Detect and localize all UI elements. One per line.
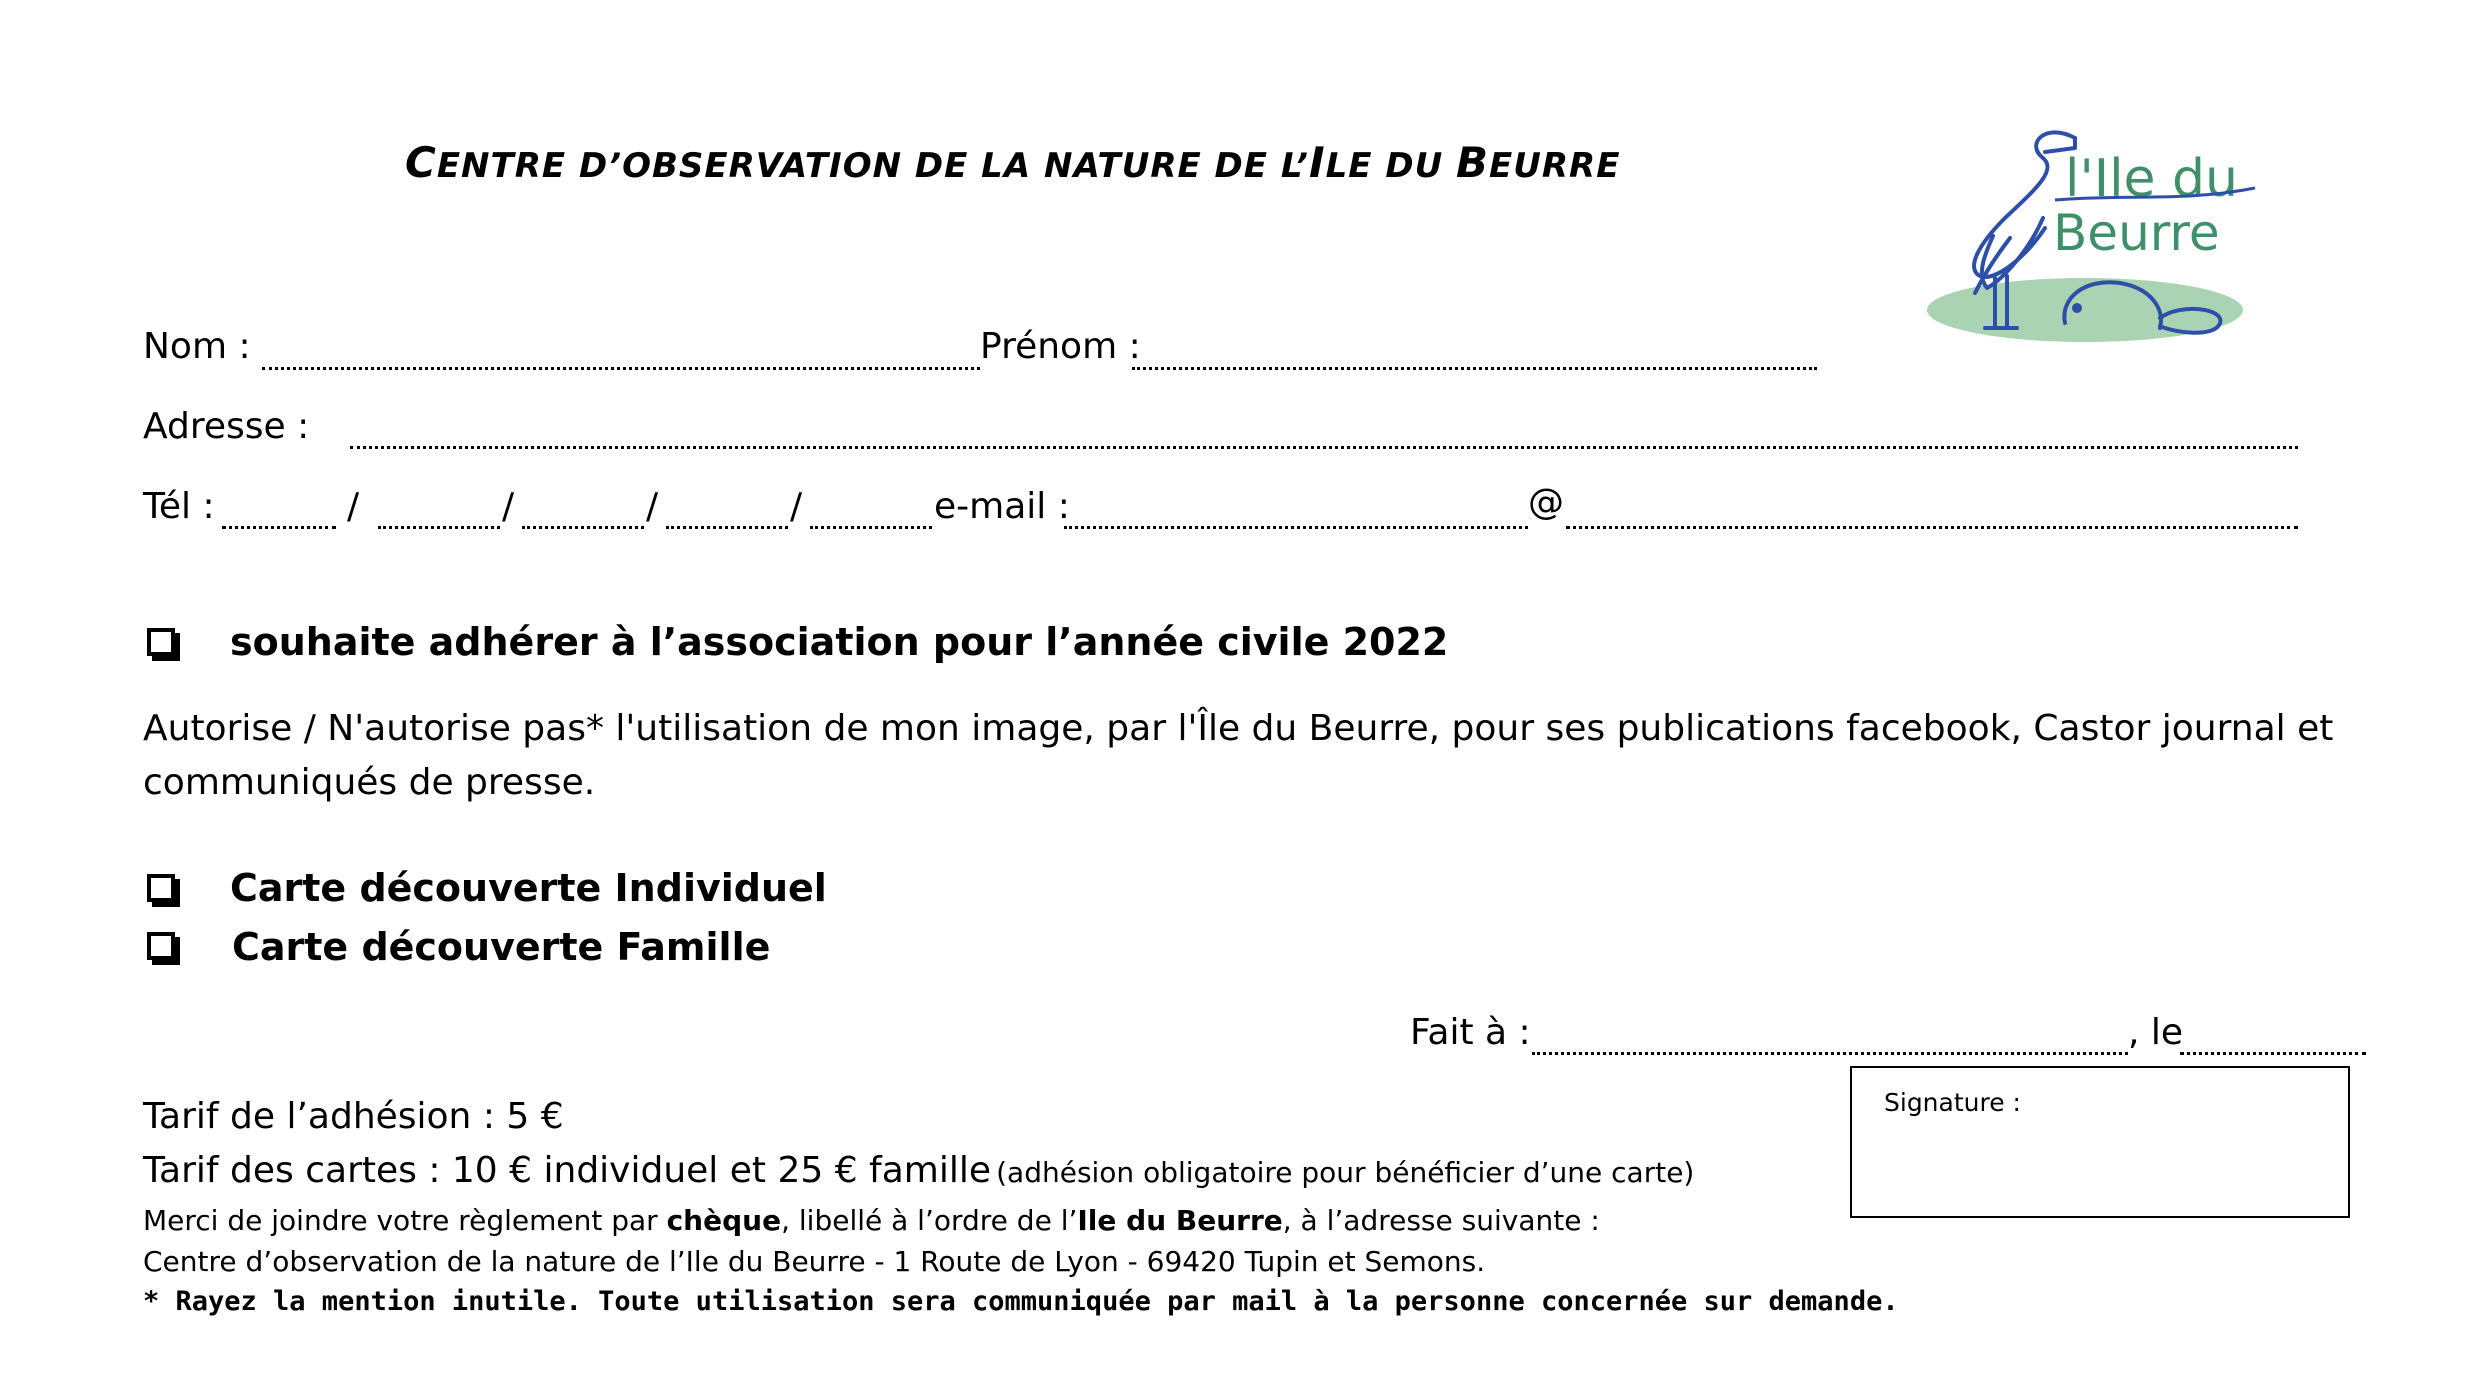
tel-separator: / bbox=[347, 486, 360, 527]
tel-separator: / bbox=[790, 486, 803, 527]
ile-du-beurre-logo bbox=[1925, 118, 2270, 350]
signature-box[interactable] bbox=[1850, 1066, 2350, 1218]
prenom-label: Prénom : bbox=[980, 326, 1141, 367]
logo-text-line2: Beurre bbox=[2053, 204, 2220, 262]
page-title: CENTRE D’OBSERVATION DE LA NATURE DE L’ILE DU BEURRE bbox=[405, 138, 1621, 187]
tel-field-3[interactable] bbox=[522, 526, 644, 529]
tarif-adhesion: Tarif de l’adhésion : 5 € bbox=[143, 1096, 564, 1137]
email-user-field[interactable] bbox=[1064, 526, 1528, 529]
adherer-label: souhaite adhérer à l’association pour l’année civile 2022 bbox=[230, 620, 1449, 664]
tel-field-2[interactable] bbox=[378, 526, 500, 529]
tarif-cartes: Tarif des cartes : 10 € individuel et 25 € famille bbox=[143, 1150, 992, 1191]
date-field[interactable] bbox=[2180, 1052, 2366, 1055]
le-label: , le bbox=[2128, 1012, 2184, 1053]
tel-field-1[interactable] bbox=[222, 526, 336, 529]
tel-separator: / bbox=[502, 486, 515, 527]
adresse-centre: Centre d’observation de la nature de l’Ile du Beurre - 1 Route de Lyon - 69420 Tupin et Semons. bbox=[143, 1245, 1486, 1278]
tel-field-5[interactable] bbox=[810, 526, 932, 529]
adresse-label: Adresse : bbox=[143, 406, 310, 447]
autorisation-text: Autorise / N'autorise pas* l'utilisation de mon image, par l'Île du Beurre, pour ses publications facebook, Castor journal et communiqués de presse. bbox=[143, 708, 2334, 803]
tel-field-4[interactable] bbox=[666, 526, 788, 529]
adherer-checkbox[interactable] bbox=[147, 628, 175, 656]
mention-inutile: * Rayez la mention inutile. Toute utilisation sera communiquée par mail à la personne concernée sur demande. bbox=[143, 1286, 1899, 1317]
carte-famille-label: Carte découverte Famille bbox=[232, 925, 771, 969]
carte-individuel-label: Carte découverte Individuel bbox=[230, 866, 827, 910]
tarif-cartes-line bbox=[143, 1150, 1694, 1191]
tel-separator: / bbox=[646, 486, 659, 527]
at-sign: @ bbox=[1528, 482, 1564, 523]
merci-line: Merci de joindre votre règlement par chèque, libellé à l’ordre de l’Ile du Beurre, à l’adresse suivante : bbox=[143, 1204, 1600, 1237]
email-label: e-mail : bbox=[934, 486, 1070, 527]
logo-text-line1: l'Ile du bbox=[2065, 149, 2239, 209]
fait-a-label: Fait à : bbox=[1410, 1012, 1531, 1053]
email-domain-field[interactable] bbox=[1566, 526, 2298, 529]
nom-field[interactable] bbox=[262, 367, 980, 370]
fait-a-field[interactable] bbox=[1532, 1052, 2128, 1055]
tel-label: Tél : bbox=[143, 486, 215, 527]
adresse-field[interactable] bbox=[350, 446, 2298, 449]
carte-individuel-checkbox[interactable] bbox=[147, 874, 175, 902]
prenom-field[interactable] bbox=[1132, 367, 1817, 370]
tarif-cartes-note: (adhésion obligatoire pour bénéficier d’une carte) bbox=[996, 1156, 1695, 1189]
carte-famille-checkbox[interactable] bbox=[147, 932, 175, 960]
signature-label: Signature : bbox=[1884, 1088, 2021, 1117]
nom-label: Nom : bbox=[143, 326, 251, 367]
